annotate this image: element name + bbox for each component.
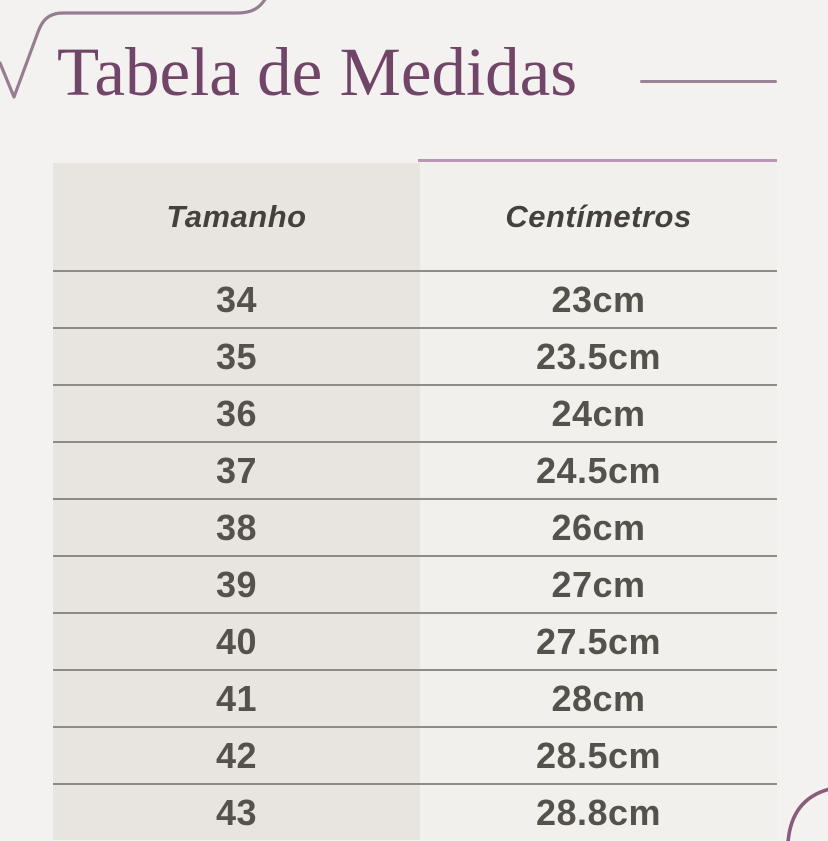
column-header-tamanho: Tamanho	[53, 163, 420, 270]
size-cell: 38	[53, 500, 420, 555]
cm-cell: 28.5cm	[420, 728, 777, 783]
accent-line	[418, 159, 777, 162]
size-cell: 43	[53, 785, 420, 840]
column-header-centimetros: Centímetros	[420, 163, 777, 270]
title-rule-line	[640, 80, 777, 83]
table-body	[53, 270, 777, 840]
table-row	[53, 555, 777, 612]
table-row	[53, 669, 777, 726]
corner-arc-icon	[783, 785, 828, 841]
table-row	[53, 783, 777, 840]
cm-cell: 28cm	[420, 671, 777, 726]
cm-cell: 23cm	[420, 272, 777, 327]
table-row	[53, 498, 777, 555]
cm-cell: 27.5cm	[420, 614, 777, 669]
size-cell: 41	[53, 671, 420, 726]
size-cell: 37	[53, 443, 420, 498]
table-row	[53, 384, 777, 441]
table-row	[53, 612, 777, 669]
table-row	[53, 441, 777, 498]
cm-cell: 24cm	[420, 386, 777, 441]
size-cell: 40	[53, 614, 420, 669]
size-cell: 36	[53, 386, 420, 441]
size-cell: 34	[53, 272, 420, 327]
table-row	[53, 726, 777, 783]
size-table	[53, 163, 777, 840]
table-row	[53, 270, 777, 327]
size-cell: 39	[53, 557, 420, 612]
size-cell: 35	[53, 329, 420, 384]
cm-cell: 28.8cm	[420, 785, 777, 840]
cm-cell: 27cm	[420, 557, 777, 612]
cm-cell: 24.5cm	[420, 443, 777, 498]
size-cell: 42	[53, 728, 420, 783]
table-header-row	[53, 163, 777, 270]
page-title: Tabela de Medidas	[57, 34, 578, 110]
cm-cell: 26cm	[420, 500, 777, 555]
cm-cell: 23.5cm	[420, 329, 777, 384]
table-row	[53, 327, 777, 384]
